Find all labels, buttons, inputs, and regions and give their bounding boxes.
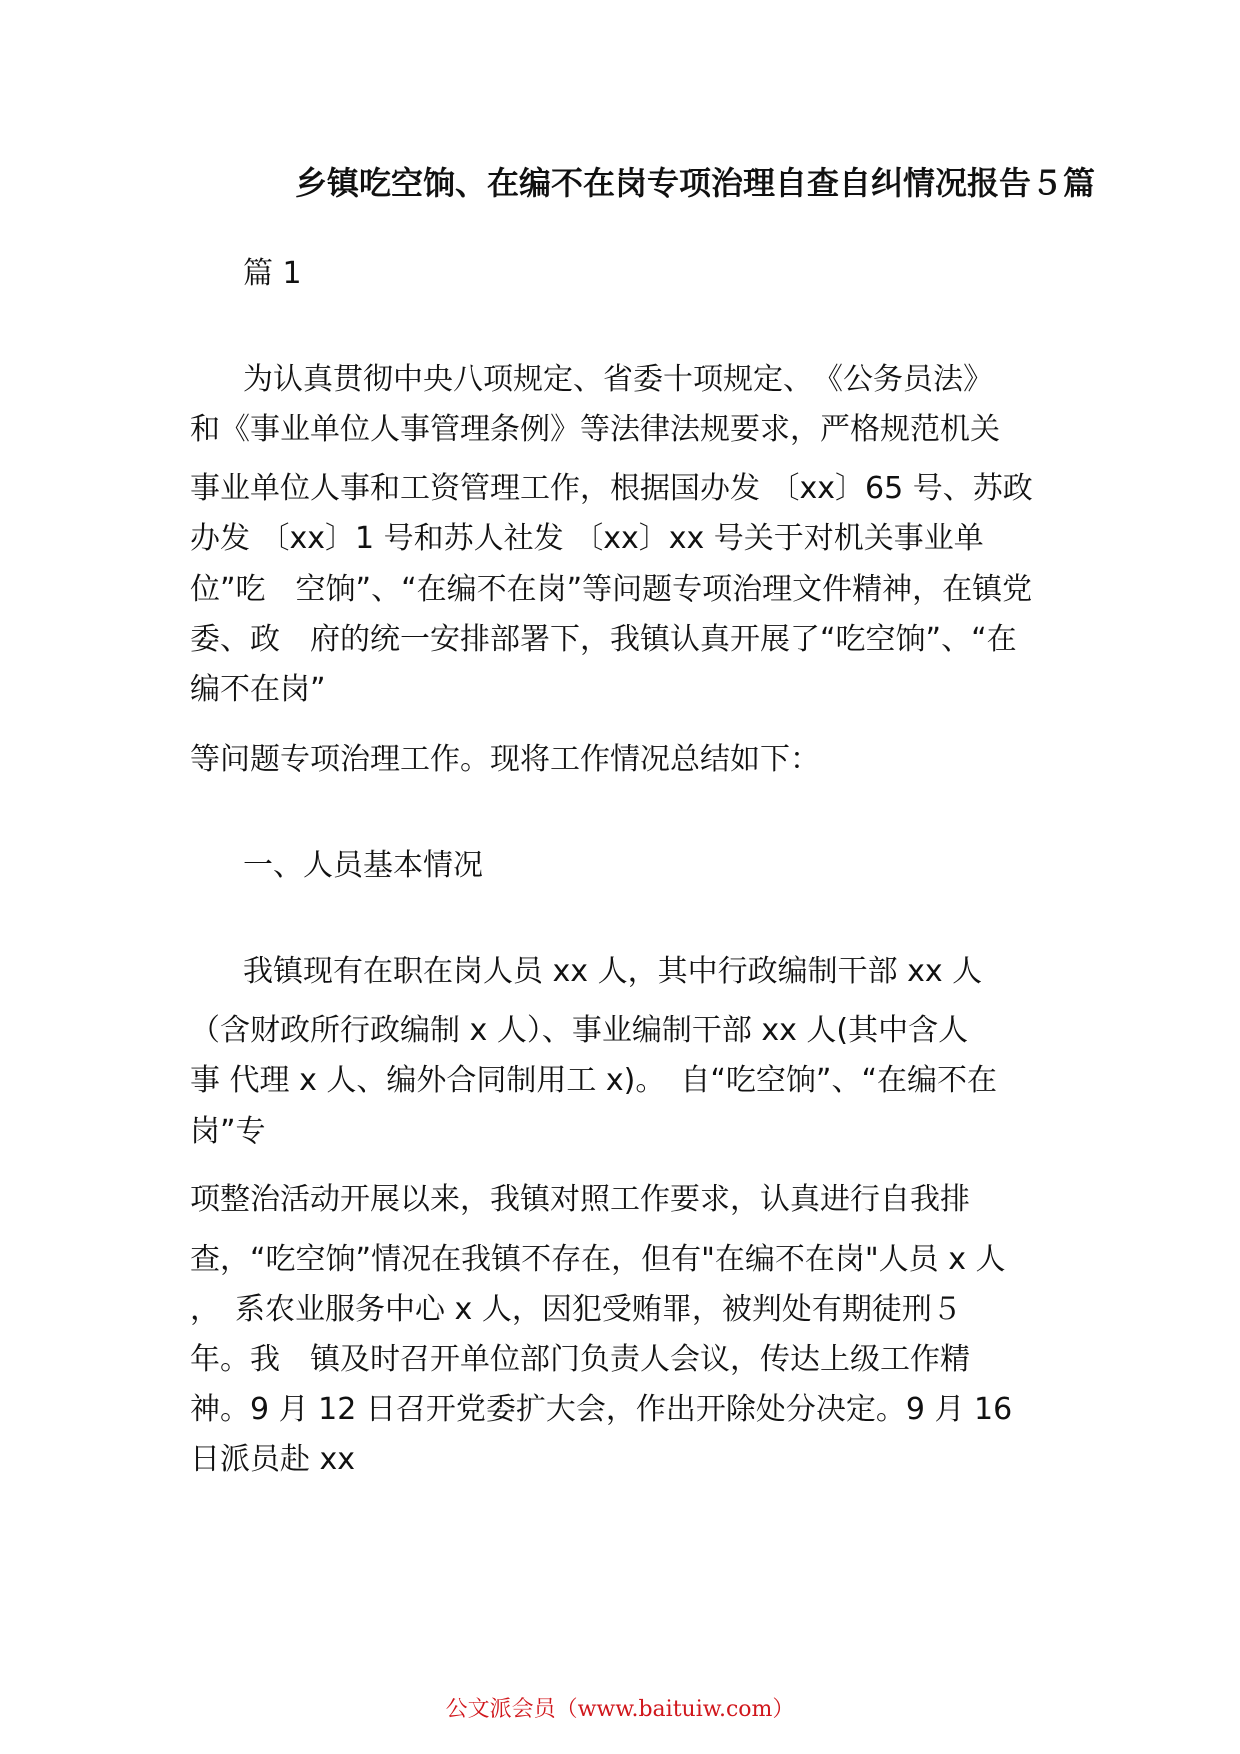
- paragraph-line: 我镇现有在职在岗人员 xx 人，其中行政编制干部 xx 人: [243, 954, 983, 989]
- paragraph-line: 事业单位人事和工资管理工作，根据国办发 〔xx〕65 号、苏政: [190, 471, 1033, 506]
- footer-watermark: 公文派会员（www.baituiw.com）: [445, 1697, 795, 1722]
- section-label: 篇 1: [243, 256, 302, 291]
- paragraph-line: 为认真贯彻中央八项规定、省委十项规定、 《公务员法》: [243, 362, 993, 397]
- paragraph-line: 和《事业单位人事管理条例》等法律法规要求，严格规范机关: [190, 412, 1000, 447]
- paragraph-line: 办发 〔xx〕1 号和苏人社发 〔xx〕xx 号关于对机关事业单: [190, 521, 984, 556]
- document-title: 乡镇吃空饷、在编不在岗专项治理自查自纠情况报告５篇: [294, 164, 1095, 202]
- paragraph-line: 等问题专项治理工作。现将工作情况总结如下：: [190, 742, 820, 777]
- paragraph-line: 项整治活动开展以来，我镇对照工作要求，认真进行自我排: [190, 1182, 970, 1217]
- paragraph-line: 委、政 府的统一安排部署下，我镇认真开展了“吃空饷”、“在: [190, 622, 1017, 657]
- section-heading: 一、人员基本情况: [243, 848, 483, 883]
- paragraph-line: 事 代理 x 人、编外合同制用工 x)。 自“吃空饷”、“在编不在: [190, 1063, 997, 1098]
- paragraph-line: 年。我 镇及时召开单位部门负责人会议，传达上级工作精: [190, 1342, 970, 1377]
- paragraph-line: ， 系农业服务中心 x 人，因犯受贿罪，被判处有期徒刑５: [190, 1292, 962, 1327]
- paragraph-line: 位”吃 空饷”、“在编不在岗”等问题专项治理文件精神，在镇党: [190, 572, 1033, 607]
- paragraph-line: （含财政所行政编制 x 人）、事业编制干部 xx 人(其中含人: [190, 1013, 969, 1048]
- paragraph-line: 日派员赴 xx: [190, 1442, 356, 1477]
- paragraph-line: 岗”专: [190, 1114, 266, 1149]
- paragraph-line: 神。9 月 12 日召开党委扩大会，作出开除处分决定。9 月 16: [190, 1392, 1013, 1427]
- paragraph-line: 编不在岗”: [190, 672, 326, 707]
- paragraph-line: 查，“吃空饷”情况在我镇不存在，但有"在编不在岗"人员 x 人: [190, 1242, 1006, 1277]
